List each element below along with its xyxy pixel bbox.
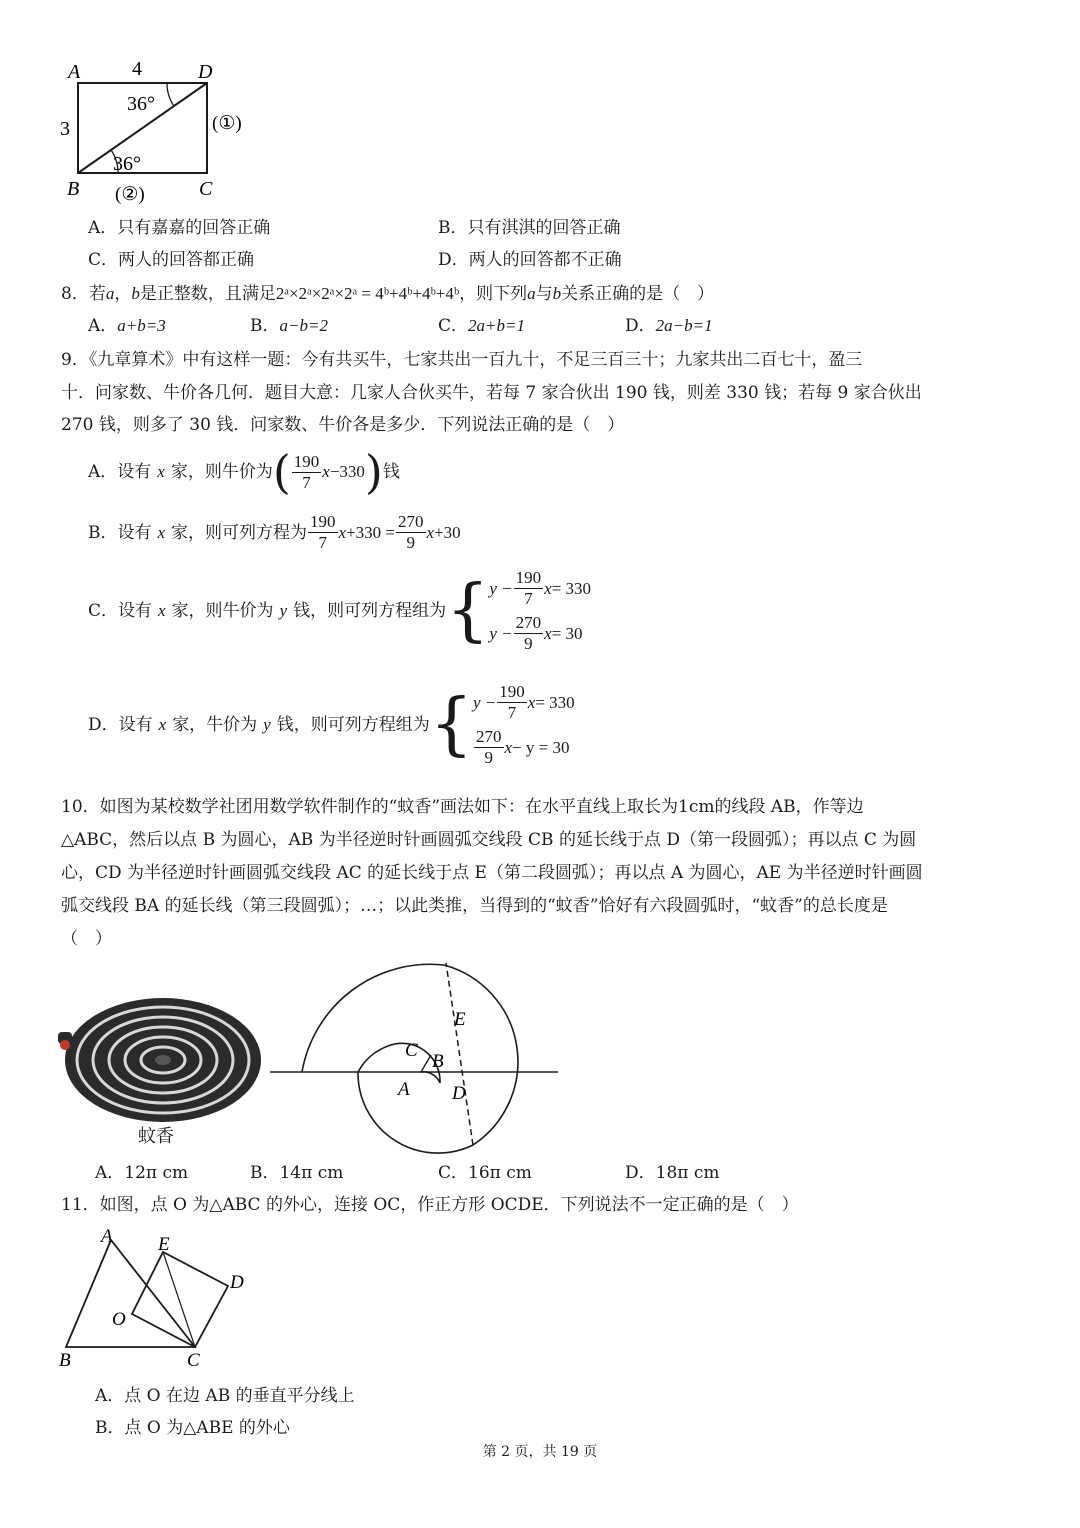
length-top: 4 bbox=[132, 58, 142, 80]
label-c: C bbox=[187, 1350, 200, 1371]
spiral-label-e: E bbox=[454, 1009, 466, 1030]
q10-option-b: B．14π cm bbox=[250, 1163, 344, 1183]
q9-stem-line-2: 十．问家数、牛价各几何．题目大意：几家人合伙买牛，若每 7 家合伙出 190 钱，则差 330 钱；若每 9 家合伙出 bbox=[61, 383, 922, 403]
mosquito-coil-caption: 蚊香 bbox=[138, 1126, 174, 1147]
spiral-label-c: C bbox=[405, 1040, 418, 1061]
q10-stem-line-1: 10．如图为某校数学社团用数学软件制作的“蚊香”画法如下：在水平直线上取长为1cm的线段 AB，作等边 bbox=[61, 797, 864, 817]
spiral-label-b: B bbox=[432, 1051, 444, 1072]
q10-option-c: C．16π cm bbox=[438, 1163, 532, 1183]
q9-option-b: B．设有 x 家，则可列方程为 $\frac{190}{7}$ x +330 = $\frac{270}{9}$ x +30 bbox=[88, 512, 461, 552]
label-b: B bbox=[59, 1350, 71, 1371]
angle-label-2: 36° bbox=[113, 153, 141, 175]
q10-stem-line-5: （ ） bbox=[61, 929, 112, 949]
segment-ab bbox=[421, 1055, 431, 1072]
q10-stem-line-3: 心，CD 为半径逆时针画圆弧交线段 AC 的延长线于点 E（第二段圆弧）；再以点 A 为圆心，AE 为半径逆时针画圆 bbox=[61, 863, 923, 883]
q10-stem-line-4: 弧交线段 BA 的延长线（第三段圆弧）；…；以此类推，当得到的“蚊香”恰好有六段圆弧时，“蚊香”的总长度是 bbox=[61, 896, 888, 916]
q7-option-d: D．两人的回答都不正确 bbox=[438, 250, 622, 270]
q8-option-a: A．a+b=3 bbox=[88, 316, 166, 336]
q10-option-a: A．12π cm bbox=[95, 1163, 189, 1183]
spiral-label-d: D bbox=[452, 1083, 466, 1104]
square-ocde bbox=[132, 1252, 228, 1347]
circumcenter-figure bbox=[55, 1222, 265, 1372]
triangle-abc bbox=[66, 1240, 195, 1347]
label-d: D bbox=[230, 1272, 244, 1293]
q9-option-a: A．设有 x 家，则牛价为 ( $\frac{190}{7}$ x −330 ) 钱 bbox=[88, 445, 400, 499]
spiral-figure bbox=[268, 955, 568, 1155]
q11-option-b: B．点 O 为△ABE 的外心 bbox=[95, 1418, 290, 1438]
q8-option-d: D．2a−b=1 bbox=[625, 316, 713, 336]
spiral-label-a: A bbox=[398, 1079, 410, 1100]
page-footer: 第 2 页，共 19 页 bbox=[482, 1444, 598, 1460]
q9-option-c: C．设有 x 家，则牛价为 y 钱，则可列方程组为 { y − $\frac{190}{7}$ x = 330 y − $\frac{270}{9}$ x = 30 bbox=[88, 568, 592, 653]
label-a: A bbox=[101, 1226, 113, 1247]
dashed-line bbox=[446, 963, 473, 1145]
label-e: E bbox=[158, 1234, 170, 1255]
q9-option-d: D．设有 x 家，牛价为 y 钱，则可列方程组为 { y − $\frac{190}{7}$ x = 330 $\frac{270}{9}$ x − y = 30 bbox=[88, 682, 575, 767]
q10-stem-line-2: △ABC，然后以点 B 为圆心，AB 为半径逆时针画圆弧交线段 CB 的延长线于点 D（第一段圆弧）；再以点 C 为圆 bbox=[61, 830, 917, 850]
q7-option-b: B．只有淇淇的回答正确 bbox=[438, 218, 621, 238]
label-c: C bbox=[199, 178, 213, 200]
rectangle-figure bbox=[55, 55, 295, 205]
q10-option-d: D．18π cm bbox=[625, 1163, 720, 1183]
q9-stem-line-1: 9．《九章算术》中有这样一题：今有共买牛，七家共出一百九十，不足三百三十；九家共出二百七十，盈三 bbox=[61, 350, 863, 370]
q7-option-c: C．两人的回答都正确 bbox=[88, 250, 255, 270]
label-a: A bbox=[68, 61, 81, 83]
label-d: D bbox=[198, 61, 213, 83]
angle-label-1: 36° bbox=[127, 93, 155, 115]
q7-option-a: A．只有嘉嘉的回答正确 bbox=[88, 218, 271, 238]
label-b: B bbox=[67, 178, 80, 200]
length-left: 3 bbox=[60, 118, 70, 140]
angle-arc-d bbox=[167, 83, 174, 106]
q8-equation: 2ᵃ×2ᵃ×2ᵃ×2ᵃ = 4ᵇ+4ᵇ+4ᵇ+4ᵇ bbox=[275, 284, 460, 303]
q9-stem-line-3: 270 钱，则多了 30 钱．问家数、牛价各是多少．下列说法正确的是（ ） bbox=[61, 415, 625, 435]
q8-option-c: C．2a+b=1 bbox=[438, 316, 525, 336]
q11-option-a: A．点 O 在边 AB 的垂直平分线上 bbox=[95, 1386, 355, 1406]
q8-stem: 8．若a，b是正整数，且满足2ᵃ×2ᵃ×2ᵃ×2ᵃ = 4ᵇ+4ᵇ+4ᵇ+4ᵇ，则下列a与b关系正确的是（ ） bbox=[61, 284, 715, 304]
label-o: O bbox=[112, 1309, 126, 1330]
q8-option-b: B．a−b=2 bbox=[250, 316, 328, 336]
side-label-1: (①) bbox=[212, 113, 242, 134]
side-label-2: (②) bbox=[115, 184, 145, 205]
mosquito-coil-image bbox=[58, 990, 263, 1130]
q11-stem: 11．如图，点 O 为△ABC 的外心，连接 OC，作正方形 OCDE．下列说法不一定正确的是（ ） bbox=[61, 1195, 799, 1215]
